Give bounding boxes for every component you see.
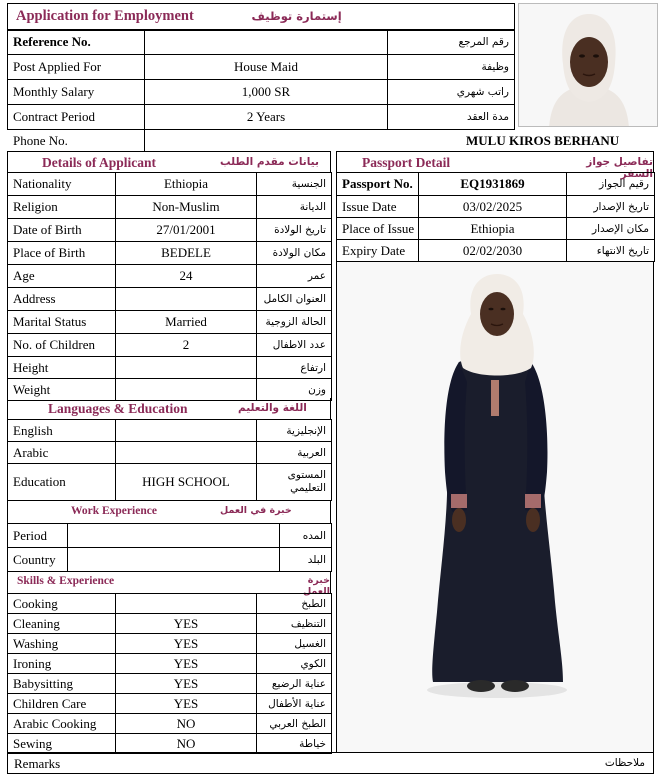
field-label: Date of Birth [8, 219, 116, 242]
field-label-ar: العربية [257, 442, 332, 464]
field-label: Address [8, 288, 116, 311]
skills-row [8, 634, 332, 654]
field-label-ar: تاريخ الانتهاء [567, 240, 655, 262]
field-value [68, 548, 280, 572]
field-label: Place of Issue [337, 218, 419, 240]
field-value [116, 288, 257, 311]
field-value: Ethiopia [116, 173, 257, 196]
top-label-ar: وظيفة [388, 55, 515, 80]
field-label-ar: المستوى التعليمي [257, 464, 332, 501]
field-label: Cleaning [8, 614, 116, 634]
top-info-table [7, 29, 515, 130]
field-label-ar: الطبخ العربي [257, 714, 332, 734]
work-row [8, 548, 332, 572]
field-value: 03/02/2025 [419, 196, 567, 218]
skills-row [8, 674, 332, 694]
form-title-ar: إستمارة توظيف [251, 8, 342, 23]
field-value: NO [116, 734, 257, 754]
field-value [68, 524, 280, 548]
field-label: English [8, 420, 116, 442]
field-label-ar: عناية الأطفال [257, 694, 332, 714]
work-section-header [7, 500, 331, 523]
applicant-section-header [7, 151, 331, 172]
applicant-row [8, 265, 332, 288]
top-value: 1,000 SR [145, 80, 388, 105]
languages-row [8, 442, 332, 464]
field-label: Issue Date [337, 196, 419, 218]
field-value: YES [116, 634, 257, 654]
field-label: Arabic Cooking [8, 714, 116, 734]
field-label-ar: الطبخ [257, 594, 332, 614]
top-value: House Maid [145, 55, 388, 80]
remarks-label: Remarks [14, 756, 61, 771]
full-body-image [337, 262, 654, 752]
skills-section-header [7, 571, 331, 597]
applicant-row [8, 311, 332, 334]
applicant-row [8, 219, 332, 242]
remarks-label-ar: ملاحظات [604, 757, 645, 769]
header-table [7, 3, 515, 31]
passport-section-header [336, 151, 654, 180]
field-label-ar: تاريخ الولادة [257, 219, 332, 242]
field-label: Passport No. [337, 173, 419, 196]
field-value: YES [116, 654, 257, 674]
passport-row [337, 196, 655, 218]
headshot-photo [518, 3, 658, 127]
applicant-row [8, 196, 332, 219]
field-value: YES [116, 674, 257, 694]
field-label: Height [8, 357, 116, 379]
applicant-row [8, 173, 332, 196]
field-value: 24 [116, 265, 257, 288]
top-label: Reference No. [8, 30, 145, 55]
field-label: Religion [8, 196, 116, 219]
field-value [116, 594, 257, 614]
field-label-ar: عناية الرضيع [257, 674, 332, 694]
work-title-ar: خبرة في العمل [220, 505, 292, 516]
field-value [116, 442, 257, 464]
field-label: Marital Status [8, 311, 116, 334]
field-label-ar: الغسيل [257, 634, 332, 654]
field-label-ar: خياطة [257, 734, 332, 754]
skills-row [8, 654, 332, 674]
field-value: 02/02/2030 [419, 240, 567, 262]
field-value: EQ1931869 [419, 173, 567, 196]
skills-row [8, 694, 332, 714]
languages-row [8, 464, 332, 501]
top-row-salary [8, 80, 515, 105]
field-label-ar: عدد الاطفال [257, 334, 332, 357]
passport-row [337, 218, 655, 240]
passport-title-en: Passport Detail [362, 155, 451, 170]
field-label: Sewing [8, 734, 116, 754]
field-label: Nationality [8, 173, 116, 196]
field-value: Married [116, 311, 257, 334]
languages-title-en: Languages & Education [48, 401, 188, 416]
field-label-ar: العنوان الكامل [257, 288, 332, 311]
field-label-ar: مكان الإصدار [567, 218, 655, 240]
applicant-row [8, 288, 332, 311]
top-value [145, 30, 388, 55]
field-label: Cooking [8, 594, 116, 614]
passport-row [337, 240, 655, 262]
skills-title-ar: خبرة العمل [302, 575, 330, 597]
field-label-ar: الديانة [257, 196, 332, 219]
field-value: YES [116, 614, 257, 634]
top-value: 2 Years [145, 105, 388, 130]
skills-row [8, 594, 332, 614]
skills-title-en: Skills & Experience [17, 575, 115, 587]
phone-divider [144, 130, 145, 151]
top-label: Post Applied For [8, 55, 145, 80]
passport-title-ar: تفاصيل جواز السفر [586, 156, 653, 180]
field-label: Country [8, 548, 68, 572]
field-value: Ethiopia [419, 218, 567, 240]
passport-row [337, 173, 655, 196]
field-value: 2 [116, 334, 257, 357]
work-title-en: Work Experience [71, 505, 157, 517]
skills-table [7, 593, 332, 754]
field-label-ar: البلد [280, 548, 332, 572]
headshot-image [519, 4, 658, 127]
field-label: Period [8, 524, 68, 548]
field-label: Weight [8, 379, 116, 401]
form-title-en: Application for Employment [16, 7, 194, 24]
phone-row [7, 130, 514, 151]
applicant-table [7, 172, 332, 401]
work-table [7, 523, 332, 572]
applicant-row [8, 357, 332, 379]
candidate-name: MULU KIROS BERHANU [466, 133, 620, 148]
applicant-title-ar: بيانات مقدم الطلب [220, 156, 319, 168]
field-value [116, 420, 257, 442]
field-label: Ironing [8, 654, 116, 674]
field-value: YES [116, 694, 257, 714]
field-label-ar: ارتفاع [257, 357, 332, 379]
field-label: No. of Children [8, 334, 116, 357]
applicant-title-en: Details of Applicant [42, 155, 157, 170]
field-label: Education [8, 464, 116, 501]
field-label: Age [8, 265, 116, 288]
field-label-ar: وزن [257, 379, 332, 401]
field-label-ar: المده [280, 524, 332, 548]
top-label-ar: مدة العقد [388, 105, 515, 130]
field-value [116, 357, 257, 379]
field-label-ar: عمر [257, 265, 332, 288]
languages-row [8, 420, 332, 442]
field-label-ar: الحالة الزوجية [257, 311, 332, 334]
top-row-contract [8, 105, 515, 130]
field-label-ar: الكوي [257, 654, 332, 674]
field-label: Babysitting [8, 674, 116, 694]
field-value: BEDELE [116, 242, 257, 265]
field-label: Expiry Date [337, 240, 419, 262]
field-label: Washing [8, 634, 116, 654]
field-label: Place of Birth [8, 242, 116, 265]
skills-row [8, 714, 332, 734]
languages-table [7, 419, 332, 501]
skills-row [8, 734, 332, 754]
languages-title-ar: اللغة والتعليم [238, 402, 307, 414]
field-label-ar: الجنسية [257, 173, 332, 196]
field-value: 27/01/2001 [116, 219, 257, 242]
field-label-ar: الإنجليزية [257, 420, 332, 442]
full-body-photo [336, 262, 654, 752]
field-label: Arabic [8, 442, 116, 464]
top-row-reference [8, 30, 515, 55]
applicant-row [8, 334, 332, 357]
field-value: Non-Muslim [116, 196, 257, 219]
field-value: NO [116, 714, 257, 734]
field-label-ar: التنظيف [257, 614, 332, 634]
top-label: Monthly Salary [8, 80, 145, 105]
languages-section-header [7, 398, 331, 419]
field-label-ar: رقيم الجواز [567, 173, 655, 196]
top-label-ar: رقم المرجع [388, 30, 515, 55]
field-value: HIGH SCHOOL [116, 464, 257, 501]
passport-table [336, 172, 655, 262]
skills-row [8, 614, 332, 634]
applicant-row [8, 242, 332, 265]
field-label: Children Care [8, 694, 116, 714]
top-label: Contract Period [8, 105, 145, 130]
field-label-ar: تاريخ الإصدار [567, 196, 655, 218]
top-label-ar: راتب شهري [388, 80, 515, 105]
phone-label: Phone No. [13, 133, 68, 148]
top-row-post [8, 55, 515, 80]
field-label-ar: مكان الولادة [257, 242, 332, 265]
remarks-row [7, 752, 654, 774]
work-row [8, 524, 332, 548]
